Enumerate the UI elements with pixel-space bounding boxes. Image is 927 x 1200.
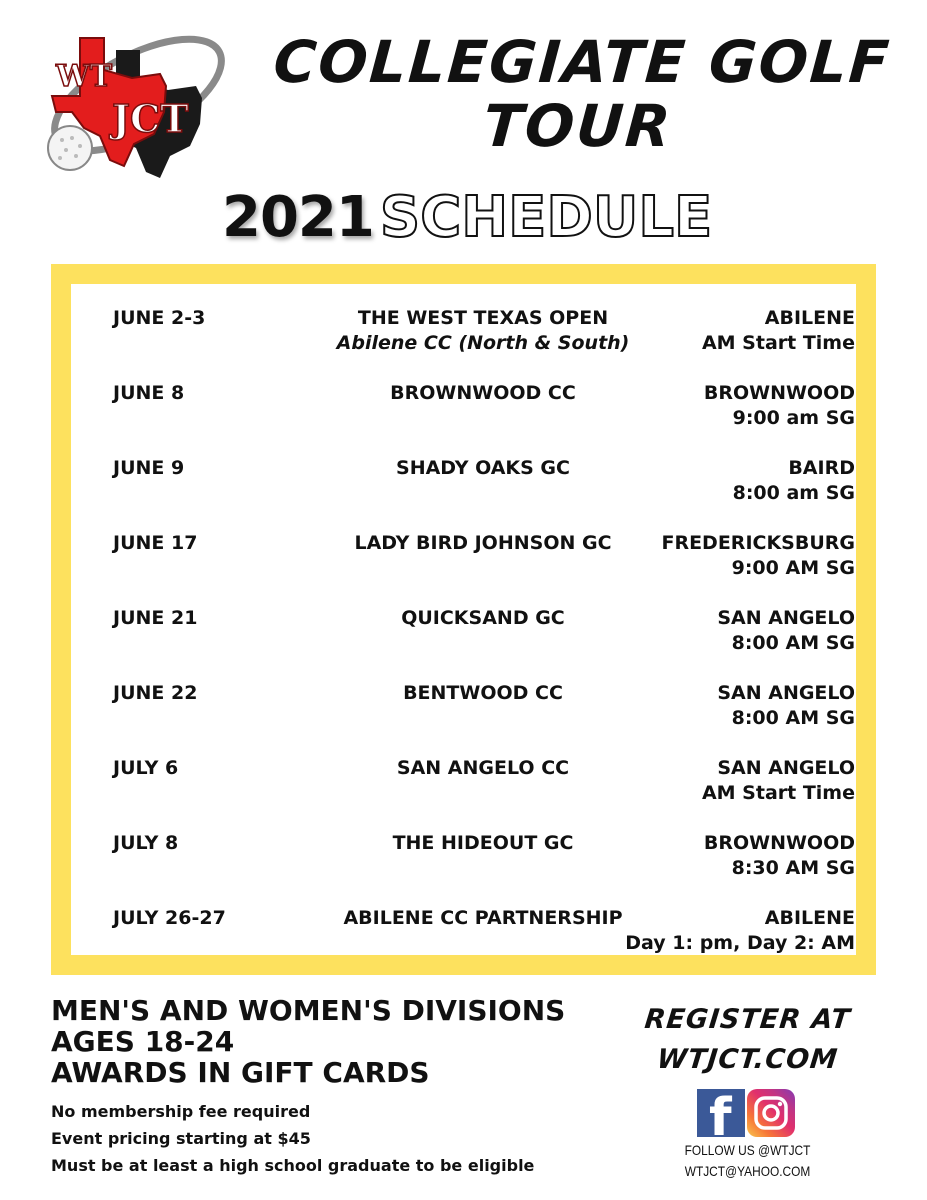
event-city: FREDERICKSBURG	[661, 532, 855, 554]
schedule-heading	[222, 186, 762, 248]
schedule-frame	[51, 264, 876, 975]
event-time: 8:00 am SG	[732, 482, 855, 504]
event-location	[595, 756, 855, 806]
event-location	[595, 456, 855, 506]
event-course-name: THE HIDEOUT GC	[392, 832, 574, 854]
event-course-name: SHADY OAKS GC	[396, 457, 570, 479]
event-location	[595, 531, 855, 581]
event-location	[595, 381, 855, 431]
schedule-word: SCHEDULE	[379, 184, 713, 250]
event-date: JUNE 21	[113, 607, 198, 629]
divisions-block	[51, 995, 611, 1088]
event-location	[595, 906, 855, 956]
instagram-icon[interactable]	[747, 1089, 795, 1137]
register-label: REGISTER AT	[643, 1004, 853, 1035]
email-text[interactable]: WTJCT@YAHOO.COM	[684, 1163, 811, 1179]
event-course-name: SAN ANGELO CC	[396, 757, 570, 779]
note-eligibility: Must be at least a high school graduate to be eligible	[51, 1156, 535, 1175]
follow-text: FOLLOW US @WTJCT	[684, 1142, 811, 1158]
event-city: ABILENE	[764, 907, 855, 929]
notes-block	[51, 1098, 611, 1179]
event-city: SAN ANGELO	[717, 682, 855, 704]
schedule-row	[113, 456, 855, 516]
event-time: 8:00 AM SG	[731, 632, 855, 654]
event-city: BAIRD	[788, 457, 855, 479]
title-line-1: COLLEGIATE GOLF	[271, 28, 894, 96]
event-city: SAN ANGELO	[717, 757, 855, 779]
wtjct-logo	[28, 20, 228, 190]
event-course-name: ABILENE CC PARTNERSHIP	[343, 907, 623, 929]
schedule-row	[113, 531, 855, 591]
event-city: BROWNWOOD	[703, 832, 855, 854]
event-city: BROWNWOOD	[703, 382, 855, 404]
event-time: 9:00 AM SG	[731, 557, 855, 579]
event-time: AM Start Time	[701, 782, 855, 804]
event-time: AM Start Time	[701, 332, 855, 354]
schedule-year: 2021	[222, 184, 374, 250]
event-date: JUNE 22	[113, 682, 198, 704]
event-location	[595, 681, 855, 731]
schedule-row	[113, 831, 855, 891]
logo-jct-text: JCT	[112, 96, 189, 141]
schedule-row	[113, 681, 855, 741]
event-course-name: BENTWOOD CC	[403, 682, 563, 704]
event-time: 8:30 AM SG	[731, 857, 855, 879]
event-date: JULY 6	[113, 757, 179, 779]
texas-golf-logo-graphic	[28, 20, 228, 190]
event-city: ABILENE	[764, 307, 855, 329]
event-course-name: LADY BIRD JOHNSON GC	[354, 532, 612, 554]
divisions-text: MEN'S AND WOMEN'S DIVISIONS	[51, 994, 566, 1027]
ages-text: AGES 18-24	[51, 1025, 235, 1058]
event-date: JUNE 17	[113, 532, 198, 554]
social-icons	[697, 1089, 797, 1139]
event-date: JULY 26-27	[113, 907, 226, 929]
event-time: 8:00 AM SG	[731, 707, 855, 729]
schedule-row	[113, 756, 855, 816]
register-block	[630, 1000, 865, 1080]
schedule-row	[113, 606, 855, 666]
schedule-row	[113, 306, 855, 366]
event-course-subtitle: Abilene CC (North & South)	[336, 332, 630, 354]
event-time: Day 1: pm, Day 2: AM	[625, 932, 855, 954]
event-time: 9:00 am SG	[732, 407, 855, 429]
awards-text: AWARDS IN GIFT CARDS	[51, 1056, 430, 1089]
schedule-row	[113, 906, 855, 966]
event-location	[595, 831, 855, 881]
facebook-icon[interactable]: f	[697, 1089, 745, 1137]
logo-wt-text: WT	[56, 59, 113, 94]
event-date: JUNE 8	[113, 382, 185, 404]
note-membership: No membership fee required	[51, 1102, 311, 1121]
event-date: JUNE 9	[113, 457, 185, 479]
event-location	[595, 606, 855, 656]
event-course-name: BROWNWOOD CC	[390, 382, 576, 404]
event-course-name: QUICKSAND GC	[401, 607, 565, 629]
note-pricing: Event pricing starting at $45	[51, 1129, 311, 1148]
schedule-row	[113, 381, 855, 441]
event-course-name: THE WEST TEXAS OPEN	[357, 307, 609, 329]
event-date: JUNE 2-3	[113, 307, 206, 329]
page-title	[236, 30, 925, 158]
title-line-2: TOUR	[481, 92, 675, 160]
contact-block	[660, 1140, 835, 1182]
event-location	[595, 306, 855, 356]
event-date: JULY 8	[113, 832, 179, 854]
register-url[interactable]: WTJCT.COM	[655, 1044, 840, 1075]
event-city: SAN ANGELO	[717, 607, 855, 629]
